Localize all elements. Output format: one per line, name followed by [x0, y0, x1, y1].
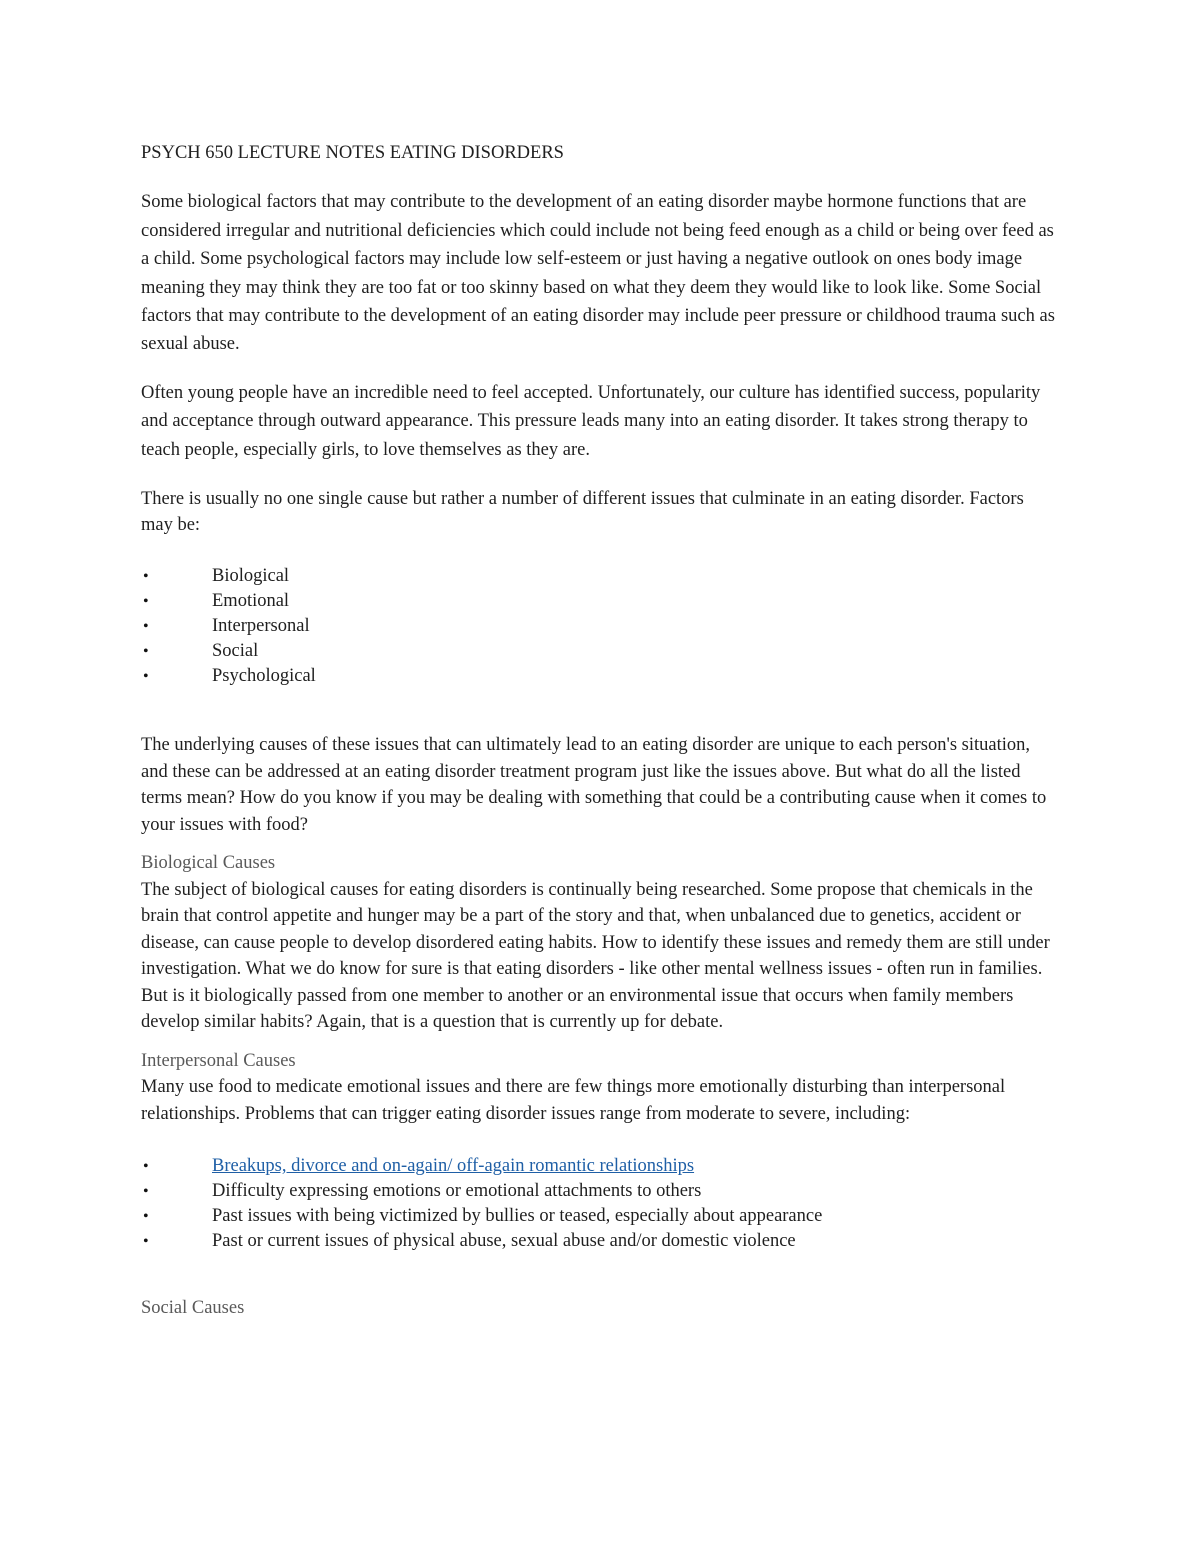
list-item [141, 1154, 1056, 1179]
list-item [141, 639, 1056, 664]
factor-label: Emotional [212, 591, 290, 612]
list-item [141, 614, 1056, 639]
section-heading-biological: Biological Causes [141, 853, 276, 874]
list-item [141, 1204, 1056, 1229]
factor-label: Social [212, 641, 259, 662]
bullet-icon: • [143, 1158, 149, 1176]
paragraph-young-people: Often young people have an incredible need to feel accepted. Unfortunately, our culture has identified success, popularity and acceptance through outward appearance. This pressure leads many into an eating disorder. It takes strong therapy to teach people, especially girls, to love themselves as they are. [141, 382, 1041, 460]
bullet-icon: • [143, 568, 149, 586]
bullet-icon: • [143, 1208, 149, 1226]
factor-label: Psychological [212, 666, 316, 687]
list-item [141, 564, 1056, 589]
paragraph-biological-factors: Some biological factors that may contribute to the development of an eating disorder maybe hormone functions that are considered irregular and nutritional deficiencies which could include not being feed enough as a child or being over feed as a child. Some psychological factors may include low self-esteem or just having a negative outlook on ones body image meaning they may think they are too fat or too skinny based on what they deem they would like to look like. Some Social factors that may contribute to the development of an eating disorder may include peer pressure or childhood trauma such as sexual abuse. [141, 192, 1055, 355]
bullet-icon: • [143, 1183, 149, 1201]
breakups-link[interactable]: Breakups, divorce and on-again/ off-again romantic relationships [212, 1156, 695, 1177]
paragraph-interpersonal-causes: Many use food to medicate emotional issues and there are few things more emotionally disturbing than interpersonal relationships. Problems that can trigger eating disorder issues range from moderate to severe, including: [141, 1077, 1006, 1124]
bullet-icon: • [143, 668, 149, 686]
interpersonal-list [141, 1154, 1056, 1254]
list-item-label: Difficulty expressing emotions or emotional attachments to others [212, 1181, 702, 1202]
list-item-label: Past issues with being victimized by bullies or teased, especially about appearance [212, 1206, 823, 1227]
bullet-icon: • [143, 643, 149, 661]
factor-label: Biological [212, 566, 290, 587]
factor-label: Interpersonal [212, 616, 310, 637]
paragraph-factors-intro: There is usually no one single cause but rather a number of different issues that culminate in an eating disorder. Factors may be: [141, 489, 1024, 536]
bullet-icon: • [143, 593, 149, 611]
list-item [141, 1229, 1056, 1254]
list-item [141, 664, 1056, 689]
document-page [141, 139, 1056, 1322]
list-item-label: Past or current issues of physical abuse, sexual abuse and/or domestic violence [212, 1231, 796, 1252]
list-item [141, 589, 1056, 614]
factors-list [141, 564, 1056, 689]
bullet-icon: • [143, 618, 149, 636]
section-heading-interpersonal: Interpersonal Causes [141, 1050, 296, 1071]
document-title: PSYCH 650 LECTURE NOTES EATING DISORDERS [141, 143, 564, 163]
paragraph-underlying-causes: The underlying causes of these issues that can ultimately lead to an eating disorder are unique to each person's situation, and these can be addressed at an eating disorder treatment program just like the issues above. But what do all the listed terms mean? How do you know if you may be dealing with something that could be a contributing cause when it comes to your issues with food? [141, 735, 1047, 835]
paragraph-biological-causes: The subject of biological causes for eating disorders is continually being researched. Some propose that chemicals in the brain that control appetite and hunger may be a part of the story and that, when unbalanced due to genetics, accident or disease, can cause people to develop disordered eating habits. How to identify these issues and remedy them are still under investigation. What we do know for sure is that eating disorders - like other mental wellness issues - often run in families. But is it biologically passed from one member to another or an environmental issue that occurs when family members develop similar habits? Again, that is a question that is currently up for debate. [141, 879, 1050, 1033]
section-heading-social: Social Causes [141, 1298, 245, 1319]
list-item [141, 1179, 1056, 1204]
bullet-icon: • [143, 1233, 149, 1251]
